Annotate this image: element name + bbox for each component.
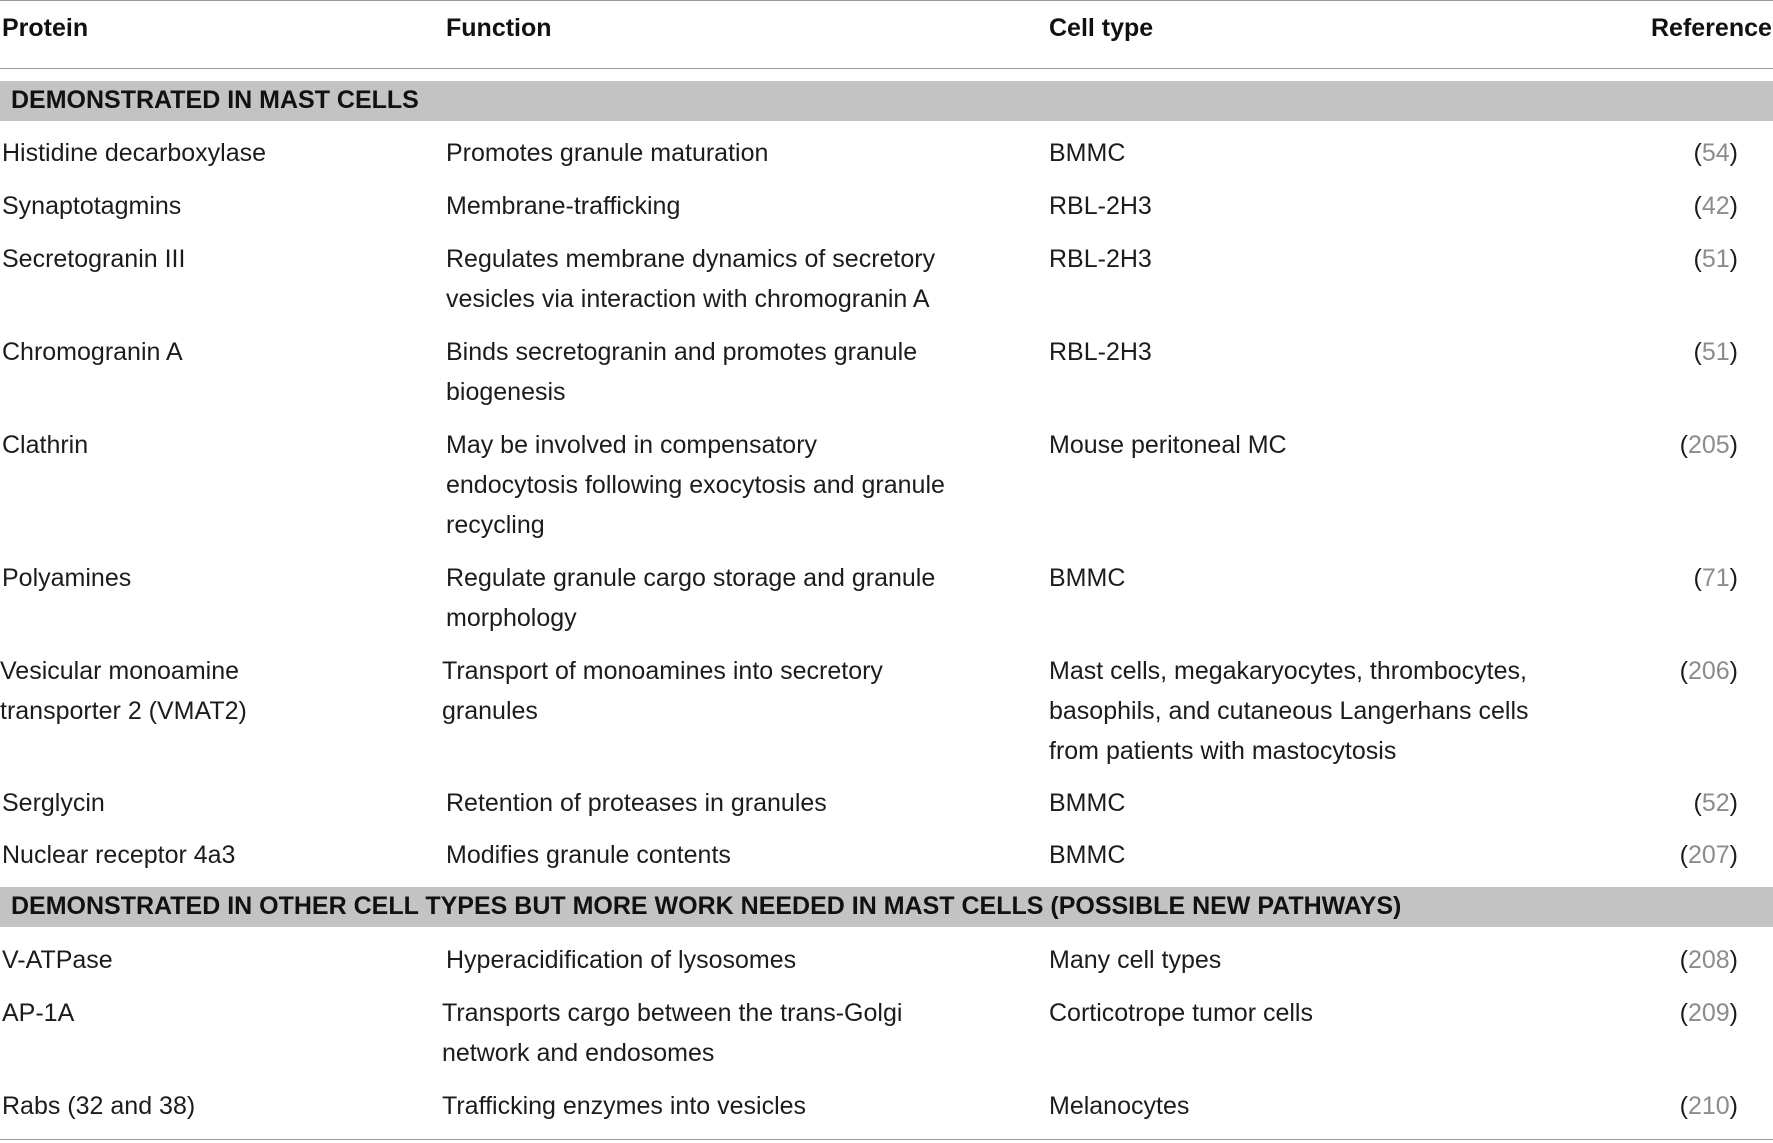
cell-function: Transports cargo between the trans-Golgi network and endosomes xyxy=(442,999,903,1067)
section-header-mast-cells xyxy=(0,81,1773,121)
cell-reference: (42) xyxy=(1693,192,1738,220)
cell-cell-type: BMMC xyxy=(1049,789,1126,817)
reference-link[interactable]: 205 xyxy=(1687,431,1730,459)
cell-function: Regulates membrane dynamics of secretory vesicles via interaction with chromogranin A xyxy=(446,245,936,313)
cell-reference: (51) xyxy=(1693,245,1738,273)
header-reference: Reference xyxy=(1651,14,1772,42)
cell-function: Retention of proteases in granules xyxy=(446,789,827,817)
cell-function: Regulate granule cargo storage and granule morphology xyxy=(446,564,936,632)
reference-link[interactable]: 206 xyxy=(1687,657,1730,685)
cell-reference: (210) xyxy=(1679,1092,1738,1120)
cell-protein: Rabs (32 and 38) xyxy=(2,1092,196,1120)
cell-cell-type: Corticotrope tumor cells xyxy=(1049,999,1313,1027)
cell-cell-type: Melanocytes xyxy=(1049,1092,1190,1120)
cell-protein: AP-1A xyxy=(2,999,75,1027)
cell-cell-type: BMMC xyxy=(1049,564,1126,592)
bottom-rule xyxy=(0,1139,1773,1140)
reference-link[interactable]: 71 xyxy=(1701,564,1730,592)
section-header-other-cell-types xyxy=(0,887,1773,927)
cell-cell-type: Many cell types xyxy=(1049,946,1222,974)
cell-cell-type: BMMC xyxy=(1049,139,1126,167)
cell-protein: Chromogranin A xyxy=(2,338,183,366)
top-rule xyxy=(0,0,1773,1)
cell-protein: V-ATPase xyxy=(2,946,113,974)
header-rule xyxy=(0,68,1773,69)
cell-protein: Clathrin xyxy=(2,431,89,459)
cell-protein: Polyamines xyxy=(2,564,132,592)
cell-protein: Secretogranin III xyxy=(2,245,186,273)
reference-link[interactable]: 51 xyxy=(1701,245,1730,273)
reference-link[interactable]: 208 xyxy=(1687,946,1730,974)
section-title: DEMONSTRATED IN OTHER CELL TYPES BUT MORE WORK NEEDED IN MAST CELLS (POSSIBLE NEW PATHWAYS) xyxy=(11,892,1402,920)
cell-function: Modifies granule contents xyxy=(446,841,731,869)
reference-link[interactable]: 51 xyxy=(1701,338,1730,366)
cell-protein: Serglycin xyxy=(2,789,105,817)
cell-cell-type: Mast cells, megakaryocytes, thrombocytes, basophils, and cutaneous Langerhans cells from patients with mastocytosis xyxy=(1049,657,1529,765)
cell-function: Binds secretogranin and promotes granule biogenesis xyxy=(446,338,918,406)
cell-reference: (207) xyxy=(1679,841,1738,869)
cell-reference: (71) xyxy=(1693,564,1738,592)
header-cell-type: Cell type xyxy=(1049,14,1154,42)
reference-link[interactable]: 210 xyxy=(1687,1092,1730,1120)
cell-function: Hyperacidification of lysosomes xyxy=(446,946,797,974)
reference-link[interactable]: 52 xyxy=(1701,789,1730,817)
cell-reference: (206) xyxy=(1679,657,1738,685)
cell-function: May be involved in compensatory endocytosis following exocytosis and granule recycling xyxy=(446,431,945,539)
cell-cell-type: RBL-2H3 xyxy=(1049,245,1152,273)
section-title: DEMONSTRATED IN MAST CELLS xyxy=(11,86,419,114)
cell-reference: (208) xyxy=(1679,946,1738,974)
reference-link[interactable]: 209 xyxy=(1687,999,1730,1027)
cell-function: Trafficking enzymes into vesicles xyxy=(442,1092,807,1120)
cell-cell-type: RBL-2H3 xyxy=(1049,338,1152,366)
cell-function: Promotes granule maturation xyxy=(446,139,769,167)
cell-reference: (209) xyxy=(1679,999,1738,1027)
cell-reference: (52) xyxy=(1693,789,1738,817)
cell-cell-type: RBL-2H3 xyxy=(1049,192,1152,220)
reference-link[interactable]: 207 xyxy=(1687,841,1730,869)
cell-reference: (54) xyxy=(1693,139,1738,167)
cell-reference: (205) xyxy=(1679,431,1738,459)
cell-function: Transport of monoamines into secretory granules xyxy=(442,657,883,725)
cell-protein: Nuclear receptor 4a3 xyxy=(2,841,236,869)
reference-link[interactable]: 42 xyxy=(1701,192,1730,220)
cell-protein: Histidine decarboxylase xyxy=(2,139,267,167)
cell-protein: Synaptotagmins xyxy=(2,192,182,220)
header-function: Function xyxy=(446,14,552,42)
cell-protein: Vesicular monoamine transporter 2 (VMAT2) xyxy=(0,657,247,725)
header-protein: Protein xyxy=(2,14,89,42)
cell-reference: (51) xyxy=(1693,338,1738,366)
cell-function: Membrane-trafficking xyxy=(446,192,681,220)
cell-cell-type: Mouse peritoneal MC xyxy=(1049,431,1287,459)
cell-cell-type: BMMC xyxy=(1049,841,1126,869)
reference-link[interactable]: 54 xyxy=(1701,139,1730,167)
